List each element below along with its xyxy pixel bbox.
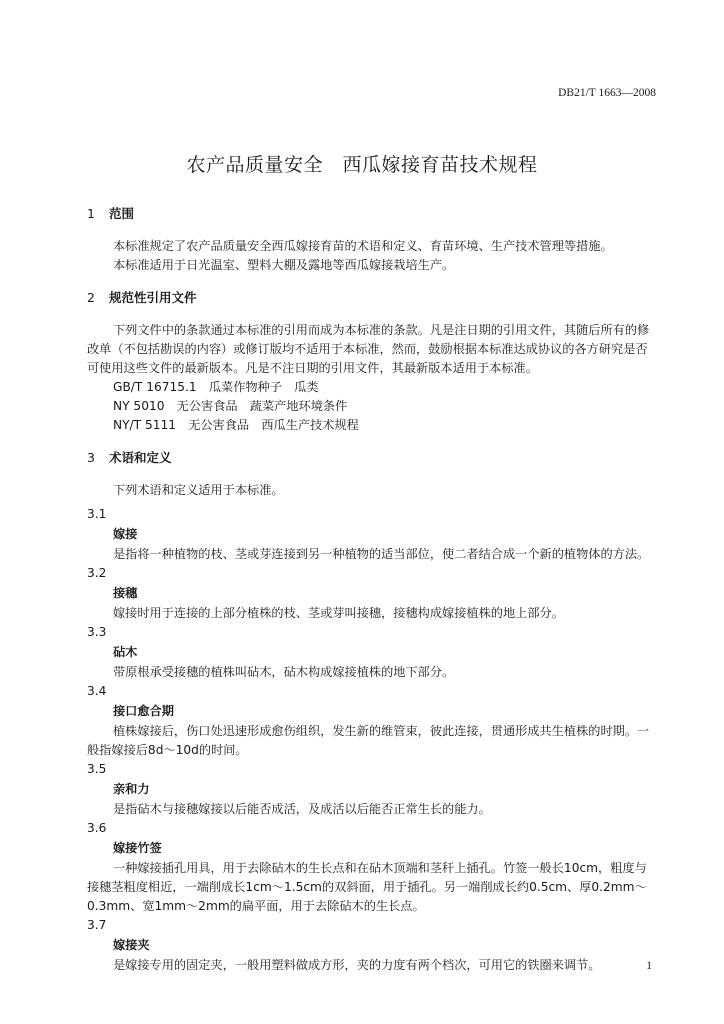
section-heading-refs bbox=[87, 289, 657, 307]
term-definition: 是指将一种植物的枝、茎或芽连接到另一种植物的适当部位，使二者结合成一个新的植物体的方法。 bbox=[113, 547, 650, 561]
reference-item: GB/T 16715.1 瓜菜作物种子 瓜类 bbox=[113, 380, 319, 394]
page-number: 1 bbox=[646, 960, 652, 972]
document-body bbox=[87, 205, 657, 975]
term-definition: 植株嫁接后，伤口处迅速形成愈伤组织，发生新的维管束，彼此连接，贯通形成共生植株的时期。一般指嫁接后8d～10d的时间。 bbox=[87, 724, 650, 757]
term-name: 砧木 bbox=[113, 645, 138, 659]
reference-item: NY 5010 无公害食品 蔬菜产地环境条件 bbox=[113, 399, 348, 413]
term-definition: 带原根承受接穗的植株叫砧木，砧木构成嫁接植株的地下部分。 bbox=[113, 665, 455, 679]
term-definition: 嫁接时用于连接的上部分植株的枝、茎或芽叫接穗，接穗构成嫁接植株的地上部分。 bbox=[113, 606, 564, 620]
section-number: 2 bbox=[87, 290, 95, 305]
term-number: 3.7 bbox=[87, 918, 107, 932]
term-number: 3.6 bbox=[87, 821, 107, 835]
refs-intro-paragraph: 下列文件中的条款通过本标准的引用而成为本标准的条款。凡是注日期的引用文件，其随后所有的修改单（不包括勘误的内容）或修订版均不适用于本标准，然而，鼓励根据本标准达成协议的各方研究是否可使用这些文件的最新版本。凡是不注日期的引用文件，其最新版本适用于本标准。 bbox=[87, 323, 650, 375]
term-name: 嫁接 bbox=[113, 527, 138, 541]
term-name: 嫁接夹 bbox=[113, 938, 150, 952]
term-name: 亲和力 bbox=[113, 782, 150, 796]
term-number: 3.5 bbox=[87, 762, 107, 776]
section-number: 3 bbox=[87, 450, 95, 465]
section-title: 范围 bbox=[109, 206, 135, 221]
term-number: 3.4 bbox=[87, 684, 107, 698]
scope-paragraph-2: 本标准适用于日光温室、塑料大棚及露地等西瓜嫁接栽培生产。 bbox=[113, 258, 455, 272]
term-number: 3.2 bbox=[87, 566, 107, 580]
term-name: 嫁接竹签 bbox=[113, 841, 162, 855]
section-number: 1 bbox=[87, 206, 95, 221]
terms-intro-paragraph: 下列术语和定义适用于本标准。 bbox=[113, 483, 284, 497]
section-title: 术语和定义 bbox=[109, 450, 172, 465]
term-name: 接穗 bbox=[113, 586, 138, 600]
section-heading-terms bbox=[87, 449, 657, 467]
reference-item: NY/T 5111 无公害食品 西瓜生产技术规程 bbox=[113, 418, 359, 432]
term-name: 接口愈合期 bbox=[113, 704, 174, 718]
scope-paragraph-1: 本标准规定了农产品质量安全西瓜嫁接育苗的术语和定义、育苗环境、生产技术管理等措施。 bbox=[113, 239, 613, 253]
document-title: 农产品质量安全 西瓜嫁接育苗技术规程 bbox=[186, 154, 538, 176]
term-definition: 是指砧木与接穗嫁接以后能否成活，及成活以后能否正常生长的能力。 bbox=[113, 802, 491, 816]
standard-code: DB21/T 1663—2008 bbox=[558, 87, 656, 99]
section-title: 规范性引用文件 bbox=[109, 290, 197, 305]
term-number: 3.1 bbox=[87, 507, 107, 521]
term-definition: 是嫁接专用的固定夹，一般用塑料做成方形，夹的力度有两个档次，可用它的铁圈来调节。 bbox=[113, 958, 601, 972]
term-definition: 一种嫁接插孔用具，用于去除砧木的生长点和在砧木顶端和茎秆上插孔。竹签一般长10cm，粗度与接穗茎粗度相近，一端削成长1cm～1.5cm的双斜面，用于插孔。另一端削成长约0.5cm、厚0.2mm～0.3mm、宽1mm～2mm的扁平面，用于去除砧木的生长点。 bbox=[87, 861, 647, 913]
term-number: 3.3 bbox=[87, 625, 107, 639]
section-heading-scope bbox=[87, 205, 657, 223]
